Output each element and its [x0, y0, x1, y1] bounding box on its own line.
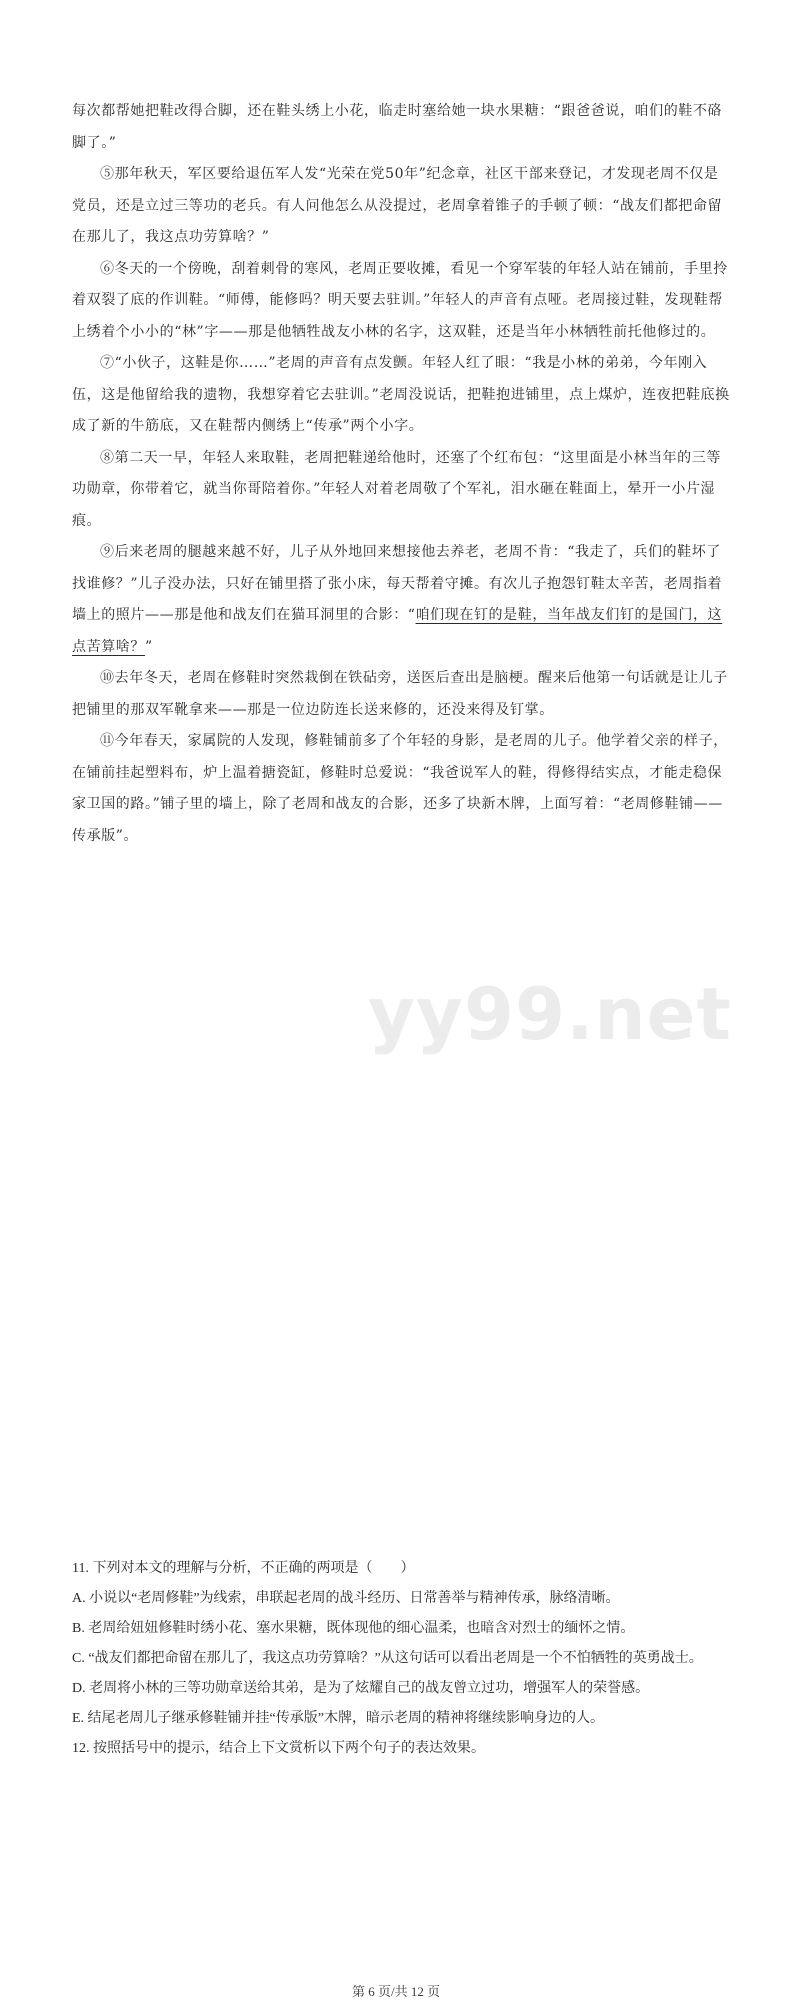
paragraph-4-tail: 每次都帮她把鞋改得合脚，还在鞋头绣上小花，临走时塞给她一块水果糖：“跟爸爸说，咱们的鞋不硌脚了。”	[72, 103, 723, 151]
paragraph-9	[72, 537, 732, 663]
paragraph-9-lead: ⑨后来老周的腿越来越不好，儿子从外地回来想接他去养老，老周不肯：“我走了，兵们的鞋坏了找谁修？”儿子没办法，只好在铺里搭了张小床，每天帮着守摊。有次儿子抱怨钉鞋太辛苦，老周指着墙上的照片——那是他和战友们在猫耳洞里的合影：“	[72, 544, 723, 623]
paragraph-8: ⑧第二天一早，年轻人来取鞋，老周把鞋递给他时，还塞了个红布包：“这里面是小林当年的三等功勋章，你带着它，就当你哥陪着你。”年轻人对着老周敬了个军礼，泪水砸在鞋面上，晕开一小片湿痕。	[72, 449, 721, 529]
page-number: 第 6 页/共 12 页	[352, 1984, 441, 1999]
watermark-text: yy99.net	[368, 972, 732, 1056]
question-11-stem: 11. 下列对本文的理解与分析，不正确的两项是（ ）	[72, 1561, 415, 1576]
paragraph-10: ⑩去年冬天，老周在修鞋时突然栽倒在铁砧旁，送医后查出是脑梗。醒来后他第一句话就是让儿子把铺里的那双军靴拿来——那是一位边防连长送来修的，还没来得及钉掌。	[72, 670, 728, 718]
question-11-option-b: B. 老周给妞妞修鞋时绣小花、塞水果糖，既体现他的细心温柔，也暗含对烈士的缅怀之情。	[72, 1621, 635, 1636]
paragraph-5: ⑤那年秋天，军区要给退伍军人发“光荣在党50年”纪念章，社区干部来登记，才发现老周不仅是党员，还是立过三等功的老兵。有人问他怎么从没提过，老周拿着锥子的手顿了顿：“战友们都把命留在那儿了，我这点功劳算啥？”	[72, 166, 723, 245]
question-11-option-c: C. “战友们都把命留在那儿了，我这点功劳算啥？”从这句话可以看出老周是一个不怕牺牲的英勇战士。	[72, 1651, 703, 1666]
paragraph-7: ⑦“小伙子，这鞋是你……”老周的声音有点发颤。年轻人红了眼：“我是小林的弟弟，今年刚入伍，这是他留给我的遗物，我想穿着它去驻训。”老周没说话，把鞋抱进铺里，点上煤炉，连夜把鞋底换成了新的牛筋底，又在鞋帮内侧绣上“传承”两个小字。	[72, 355, 730, 434]
questions-section	[72, 1554, 752, 1764]
question-11-option-e: E. 结尾老周儿子继承修鞋铺并挂“传承版”木牌，暗示老周的精神将继续影响身边的人。	[72, 1711, 604, 1726]
question-12-stem: 12. 按照括号中的提示，结合上下文赏析以下两个句子的表达效果。	[72, 1741, 485, 1756]
paragraph-6: ⑥冬天的一个傍晚，刮着刺骨的寒风，老周正要收摊，看见一个穿军装的年轻人站在铺前，手里拎着双裂了底的作训鞋。“师傅，能修吗？明天要去驻训。”年轻人的声音有点哑。老周接过鞋，发现鞋帮上绣着个小小的“林”字——那是他牺牲战友小林的名字，这双鞋，还是当年小林牺牲前托他修过的。	[72, 260, 728, 340]
question-11-option-d: D. 老周将小林的三等功勋章送给其弟，是为了炫耀自己的战友曾立过功，增强军人的荣誉感。	[72, 1681, 650, 1696]
reading-passage	[72, 96, 732, 852]
question-11-option-a: A. 小说以“老周修鞋”为线索，串联起老周的战斗经历、日常善举与精神传承，脉络清晰。	[72, 1591, 620, 1606]
underlined-sentence: 咱们现在钉的是鞋，当年战友们钉的是国门，这点苦算啥？	[72, 607, 723, 655]
paragraph-9-close: ”	[145, 638, 153, 655]
paragraph-11: ⑪今年春天，家属院的人发现，修鞋铺前多了个年轻的身影，是老周的儿子。他学着父亲的样子，在铺前挂起塑料布，炉上温着搪瓷缸，修鞋时总爱说：“我爸说军人的鞋，得修得结实点，才能走稳保家卫国的路。”铺子里的墙上，除了老周和战友的合影，还多了块新木牌，上面写着：“老周修鞋铺——传承版”。	[72, 733, 728, 844]
